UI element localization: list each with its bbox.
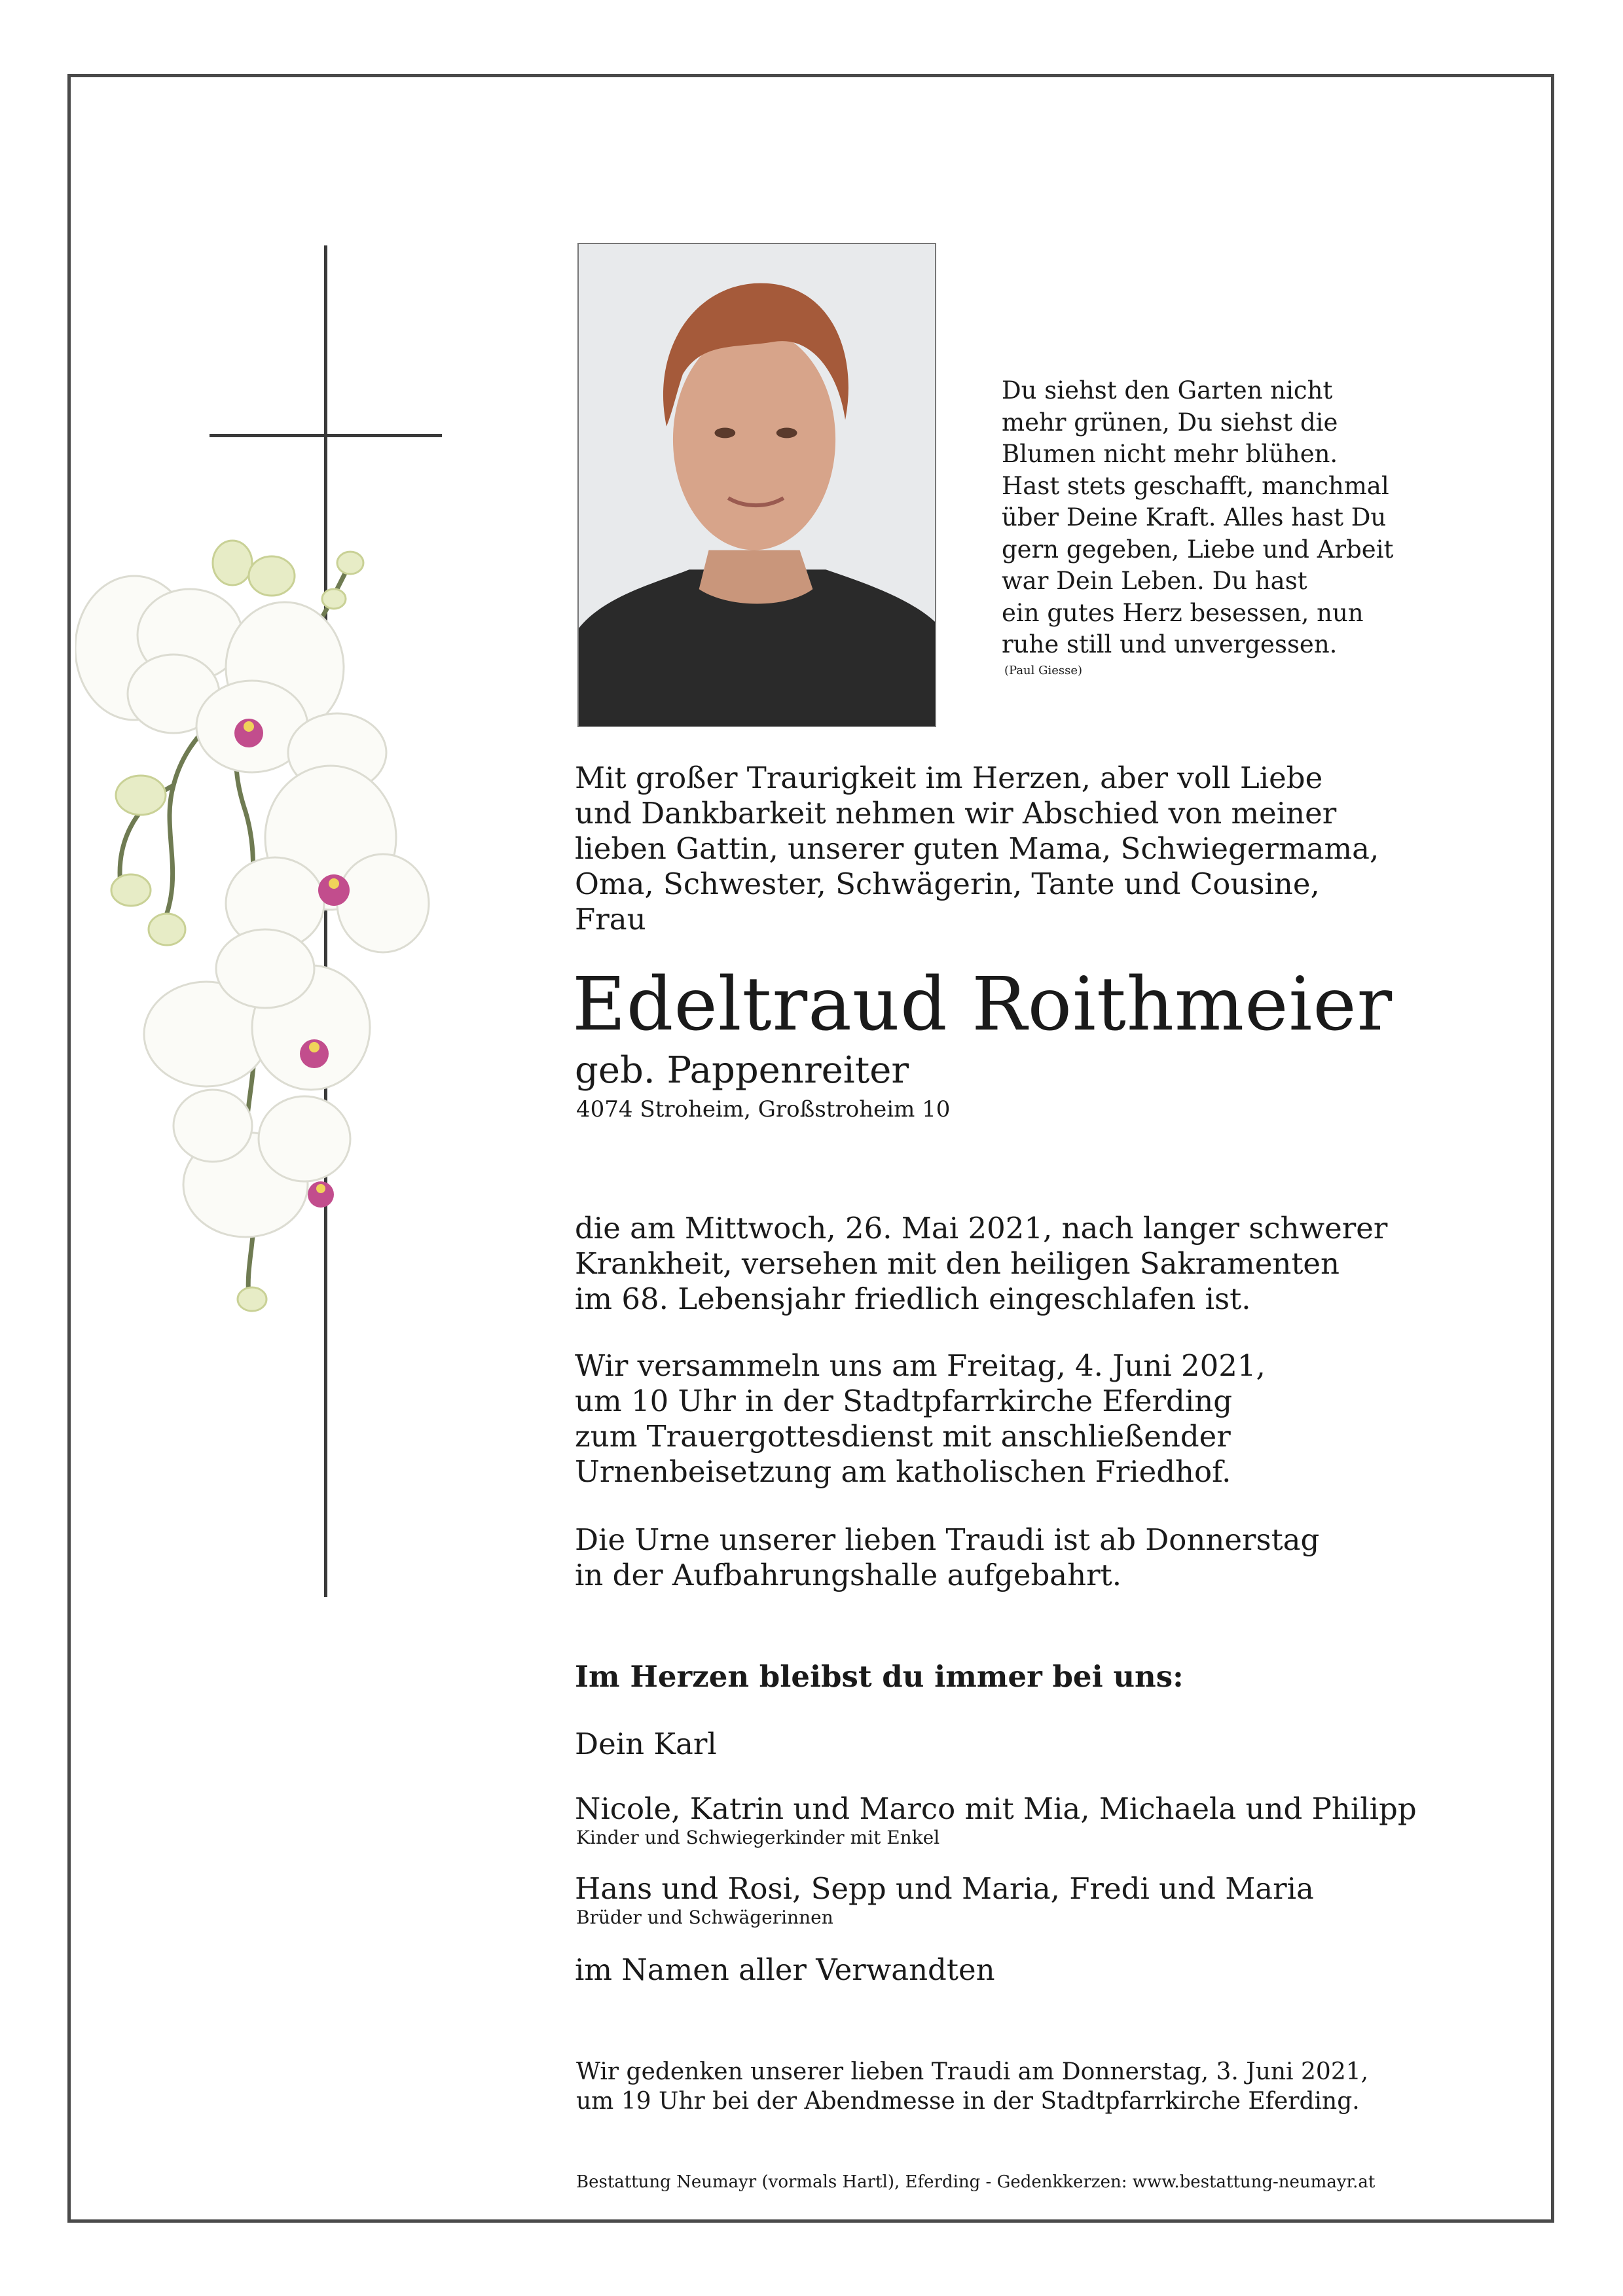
poem-line: Blumen nicht mehr blühen. [1002, 440, 1338, 468]
orchid-decoration [75, 537, 442, 1316]
poem-author: (Paul Giesse) [1004, 663, 1083, 677]
poem-line: ein gutes Herz besessen, nun [1002, 598, 1364, 627]
mourner-children: Nicole, Katrin und Marco mit Mia, Michaela und Philipp [575, 1791, 1417, 1826]
death-notice: die am Mittwoch, 26. Mai 2021, nach langer schwerer Krankheit, versehen mit den heiligen Sakramenten im 68. Lebensjahr friedlich eingeschlafen ist. [575, 1211, 1388, 1316]
poem-line: ruhe still und unvergessen. [1002, 630, 1338, 658]
memorial-mass-notice: Wir gedenken unserer lieben Traudi am Donnerstag, 3. Juni 2021, um 19 Uhr bei der Abendmesse in der Stadtpfarrkirche Eferding. [576, 2058, 1369, 2115]
urn-notice: Die Urne unserer lieben Traudi ist ab Donnerstag in der Aufbahrungshalle aufgebahrt. [575, 1522, 1320, 1592]
mourner-spouse: Dein Karl [575, 1727, 717, 1761]
address: 4074 Stroheim, Großstroheim 10 [576, 1096, 951, 1122]
poem [1002, 375, 1421, 679]
mourner-siblings: Hans und Rosi, Sepp und Maria, Fredi und Maria [575, 1871, 1314, 1906]
poem-line: über Deine Kraft. Alles hast Du [1002, 503, 1387, 531]
footer-funeral-home: Bestattung Neumayr (vormals Hartl), Eferding - Gedenkkerzen: www.bestattung-neumayr.at [576, 2172, 1376, 2192]
funeral-notice: Wir versammeln uns am Freitag, 4. Juni 2021, um 10 Uhr in der Stadtpfarrkirche Eferding zum Trauergottesdienst mit anschließender Urnenbeisetzung am katholischen Friedhof. [575, 1348, 1266, 1489]
poem-line: Du siehst den Garten nicht [1002, 376, 1333, 404]
poem-line: gern gegeben, Liebe und Arbeit [1002, 535, 1394, 564]
mourner-children-role: Kinder und Schwiegerkinder mit Enkel [576, 1827, 940, 1848]
poem-line: war Dein Leben. Du hast [1002, 567, 1307, 595]
mourner-relatives: im Namen aller Verwandten [575, 1952, 995, 1987]
intro-paragraph: Mit großer Traurigkeit im Herzen, aber voll Liebe und Dankbarkeit nehmen wir Abschied von meiner lieben Gattin, unserer guten Mama, Schwiegermama, Oma, Schwester, Schwägerin, Tante und Cousine, Frau [575, 761, 1379, 937]
cross-horizontal-beam [210, 434, 442, 437]
poem-line: mehr grünen, Du siehst die [1002, 408, 1338, 437]
mourner-siblings-role: Brüder und Schwägerinnen [576, 1907, 833, 1928]
mourners-heading: Im Herzen bleibst du immer bei uns: [575, 1659, 1184, 1694]
poem-line: Hast stets geschafft, manchmal [1002, 471, 1389, 500]
portrait-photo [577, 243, 936, 727]
maiden-name: geb. Pappenreiter [575, 1049, 909, 1092]
deceased-name: Edeltraud Roithmeier [572, 962, 1393, 1047]
